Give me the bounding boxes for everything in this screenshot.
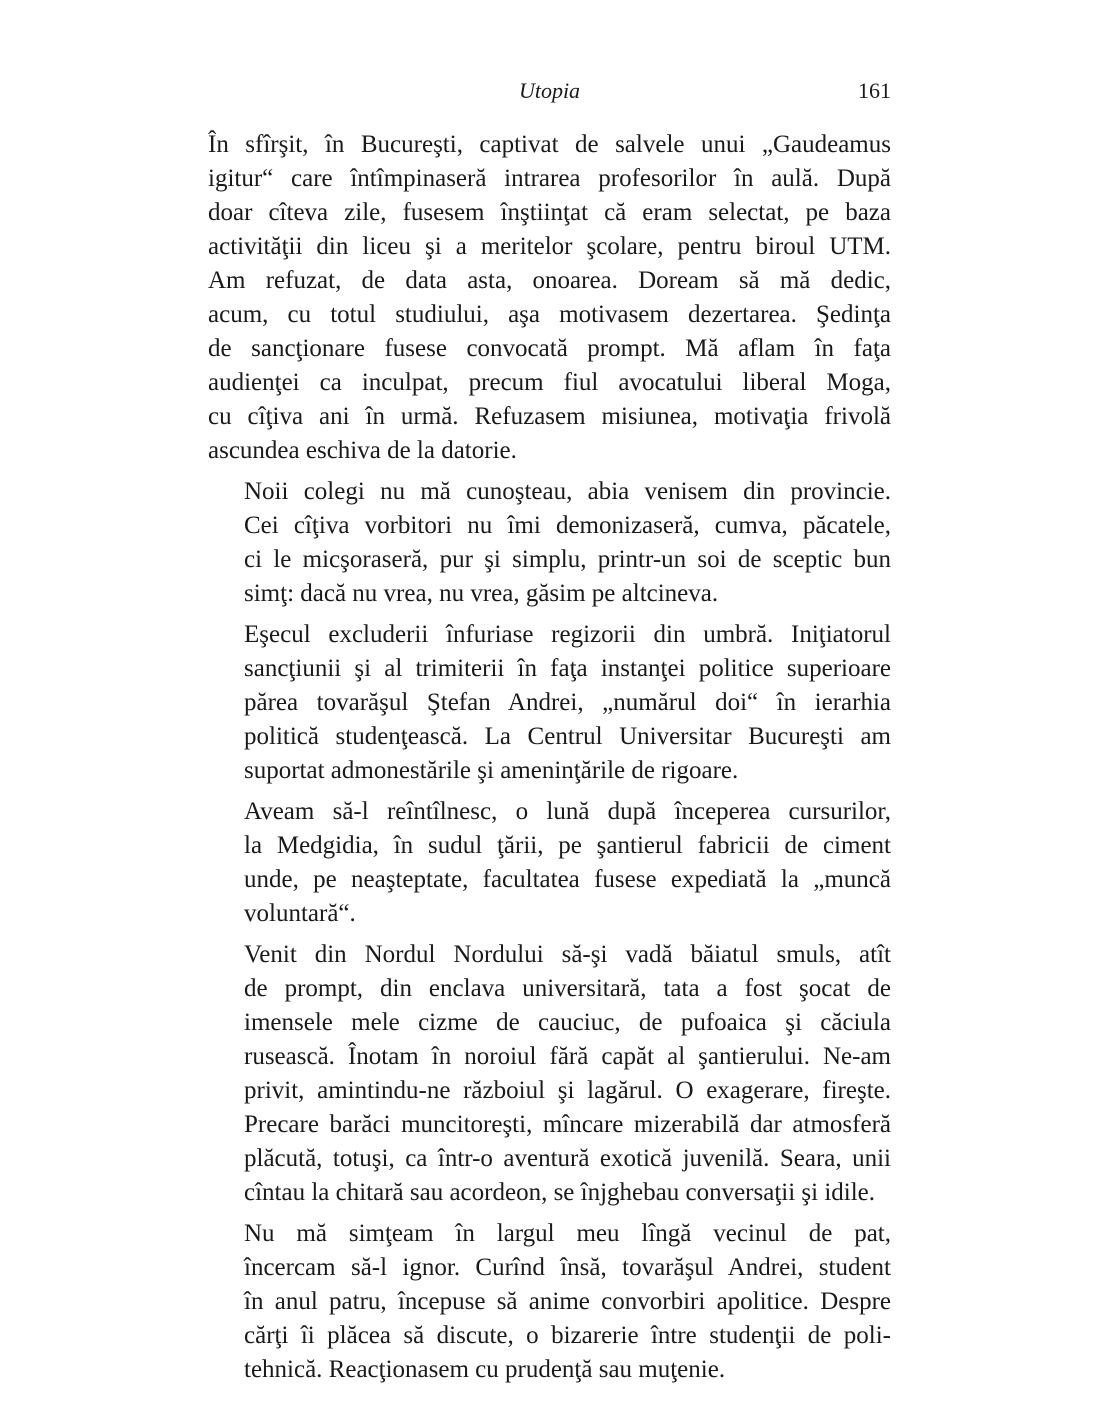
- text-line: rusească. Înotam în noroiul fără capăt al şantierului. Ne-am: [244, 1043, 891, 1070]
- paragraph: [208, 475, 891, 611]
- paragraph: [208, 938, 891, 1210]
- text-line: de prompt, din enclava universitară, tata a fost şocat de: [244, 975, 891, 1002]
- page-number: 161: [858, 78, 891, 103]
- text-line: Eşecul excluderii înfuriase regizorii din umbră. Iniţiatorul: [244, 621, 891, 648]
- text-line: activităţii din liceu şi a meritelor şcolare, pentru biroul UTM.: [208, 233, 891, 260]
- text-line: cărţi îi plăcea să discute, o bizarerie între studenţii de poli-: [244, 1322, 891, 1349]
- text-line: Venit din Nordul Nordului să-şi vadă băiatul smuls, atît: [244, 941, 891, 968]
- text-line: imensele mele cizme de cauciuc, de pufoaica şi căciula: [244, 1009, 891, 1036]
- paragraph: [208, 1217, 891, 1387]
- paragraph: [208, 618, 891, 788]
- text-line: Aveam să-l reîntîlnesc, o lună după începerea cursurilor,: [244, 798, 891, 825]
- text-line: de sancţionare fusese convocată prompt. Mă aflam în faţa: [208, 335, 891, 362]
- text-line: Am refuzat, de data asta, onoarea. Doream să mă dedic,: [208, 267, 891, 294]
- running-title: Utopia: [518, 78, 581, 103]
- book-page: [208, 76, 891, 1387]
- text-line: unde, pe neaşteptate, facultatea fusese expediată la „muncă: [244, 866, 891, 893]
- text-line: plăcută, totuşi, ca într-o aventură exotică juvenilă. Seara, unii: [244, 1145, 891, 1172]
- text-line: ascundea eschiva de la datorie.: [208, 437, 517, 464]
- running-head: [208, 76, 891, 110]
- text-line: Precare barăci muncitoreşti, mîncare mizerabilă dar atmosferă: [244, 1111, 891, 1138]
- body-text: [208, 128, 891, 1387]
- text-line: politică studenţească. La Centrul Universitar Bucureşti am: [244, 723, 891, 750]
- text-line: audienţei ca inculpat, precum fiul avocatului liberal Moga,: [208, 369, 891, 396]
- text-line: Cei cîţiva vorbitori nu îmi demonizaseră, cumva, păcatele,: [244, 512, 891, 539]
- text-line: privit, amintindu-ne războiul şi lagărul. O exagerare, fireşte.: [244, 1077, 891, 1104]
- text-line: simţ: dacă nu vrea, nu vrea, găsim pe altcineva.: [244, 580, 719, 607]
- text-line: doar cîteva zile, fusesem înştiinţat că eram selectat, pe baza: [208, 199, 891, 226]
- text-line: voluntară“.: [244, 900, 356, 927]
- text-line: Nu mă simţeam în largul meu lîngă vecinul de pat,: [244, 1220, 891, 1247]
- text-line: Noii colegi nu mă cunoşteau, abia venisem din provincie.: [244, 478, 891, 505]
- paragraph: [208, 128, 891, 468]
- text-line: cîntau la chitară sau acordeon, se înjghebau conversaţii şi idile.: [244, 1179, 876, 1206]
- text-line: părea tovarăşul Ştefan Andrei, „numărul doi“ în ierarhia: [244, 689, 891, 716]
- text-line: în anul patru, începuse să anime convorbiri apolitice. Despre: [244, 1288, 891, 1315]
- paragraph: [208, 795, 891, 931]
- text-line: cu cîţiva ani în urmă. Refuzasem misiunea, motivaţia frivolă: [208, 403, 891, 430]
- text-line: la Medgidia, în sudul ţării, pe şantierul fabricii de ciment: [244, 832, 891, 859]
- text-line: suportat admonestările şi ameninţările de rigoare.: [244, 757, 739, 784]
- text-line: tehnică. Reacţionasem cu prudenţă sau muţenie.: [244, 1356, 726, 1383]
- text-line: În sfîrşit, în Bucureşti, captivat de salvele unui „Gaudeamus: [208, 131, 891, 158]
- text-line: ci le micşoraseră, pur şi simplu, printr-un soi de sceptic bun: [244, 546, 891, 573]
- text-line: sancţiunii şi al trimiterii în faţa instanţei politice superioare: [244, 655, 891, 682]
- text-line: încercam să-l ignor. Curînd însă, tovarăşul Andrei, student: [244, 1254, 891, 1281]
- text-line: igitur“ care întîmpinaseră intrarea profesorilor în aulă. După: [208, 165, 891, 192]
- text-line: acum, cu totul studiului, aşa motivasem dezertarea. Şedinţa: [208, 301, 891, 328]
